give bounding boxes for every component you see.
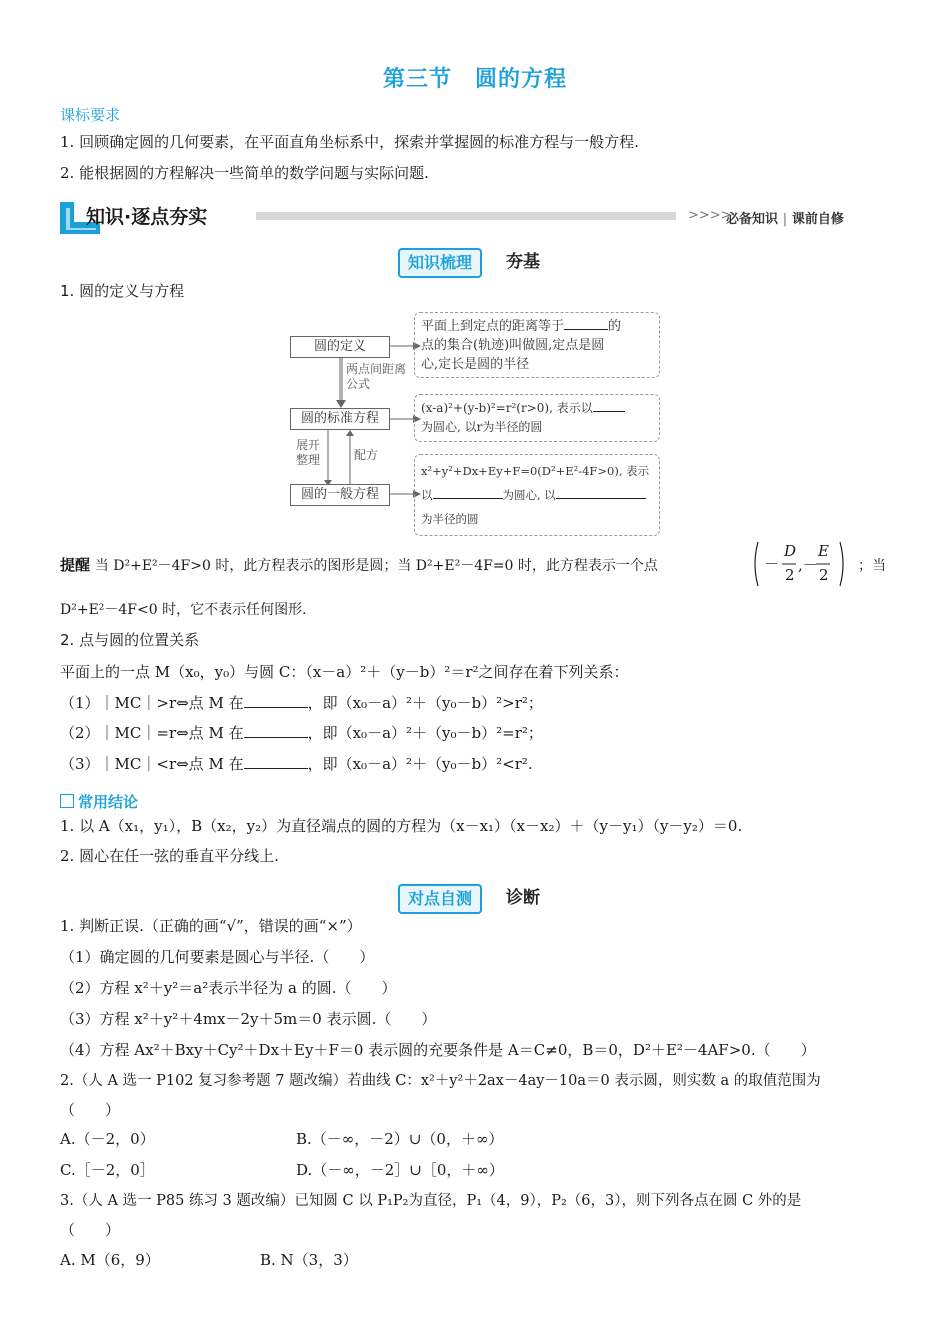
curriculum-item: 1. 回顾确定圆的几何要素，在平面直角坐标系中，探索并掌握圆的标准方程与一般方程. [60,133,639,151]
option-b: B. N（3，3） [260,1251,358,1269]
relation-text: （3）｜MC｜<r⇔点 M 在 [60,755,244,773]
question-1-item: （1）确定圆的几何要素是圆心与半径.（ ） [60,948,375,966]
definition-text: 心,定长是圆的半径 [421,357,530,372]
box-standard-equation: 圆的标准方程 [290,408,390,430]
question-1-item: （3）方程 x²＋y²＋4mx－2y＋5m＝0 表示圆.（ ） [60,1010,437,1028]
frac-numerator: D [784,542,797,560]
relation-item [60,754,533,774]
standard-text: 为圆心, 以r为半径的圆 [421,420,543,434]
relation-item [60,693,543,713]
question-3: 3.（人 A 选一 P85 练习 3 题改编）已知圆 C 以 P₁P₂为直径，P₁（4，9），P₂（6，3），则下列各点在圆 C 外的是 [60,1193,802,1209]
note-distance-formula: 两点间距离公式 [346,362,407,391]
tip-text: 当 D²+E²－4F>0 时，此方程表示的图形是圆；当 D²+E²－4F=0 时，此方程表示一个点 [94,558,658,574]
general-text: 为圆心, 以 [502,488,556,502]
frac-denominator: 2 [819,566,829,584]
question-1-item: （4）方程 Ax²＋Bxy＋Cy²＋Dx＋Ey＋F＝0 表示圆的充要条件是 A＝C≠0，B＝0，D²＋E²－4AF>0.（ ） [60,1041,816,1059]
frac-numerator: E [818,542,829,560]
section-pill-suffix: 诊断 [506,888,540,908]
definition-text: 的 [608,319,622,334]
section-title: 2. 点与圆的位置关系 [60,631,200,649]
section-pill-knowledge: 知识梳理 [398,248,482,278]
conclusions-heading: 常用结论 [78,793,139,811]
checkbox-icon [60,794,74,808]
arrows-icon: >>>> [688,208,732,223]
page-title: 第三节 圆的方程 [382,67,567,92]
section-pill-suffix: 夯基 [506,252,540,272]
general-text: 以 [421,488,433,502]
general-text-box [414,454,660,536]
tip-label: 提醒 [60,556,91,574]
option-d: D.（－∞，－2］∪［0，＋∞） [296,1161,504,1179]
relation-text: ，即（x₀－a）²＋（y₀－b）²=r²； [307,724,543,742]
tip-point-coordinates: － D 2 ,－ E 2 [752,540,852,588]
general-text: x²+y²+Dx+Ey+F=0(D²+E²-4F>0), 表示 [421,464,650,478]
section-banner: 知识·逐点夯实 >>>> 必备知识 | 课前自修 [60,200,860,236]
box-circle-definition: 圆的定义 [290,336,390,358]
relation-intro: 平面上的一点 M（x₀，y₀）与圆 C：（x－a）²＋（y－b）²＝r²之间存在着下列关系： [60,663,629,681]
option-a: A. M（6，9） [60,1251,160,1269]
definition-text: 平面上到定点的距离等于 [421,319,565,334]
option-c: C.［－2，0］ [60,1161,155,1179]
section-pill-selftest: 对点自测 [398,884,482,914]
relation-text: （2）｜MC｜=r⇔点 M 在 [60,724,244,742]
banner-label-preview: 课前自修 [791,212,844,227]
tip-text: ；当 [858,558,886,574]
tip-line-1 [60,555,658,576]
frac-denominator: 2 [785,566,795,584]
definition-text: 点的集合(轨迹)叫做圆,定点是圆 [421,338,605,353]
curriculum-item: 2. 能根据圆的方程解决一些简单的数学问题与实际问题. [60,164,429,182]
relation-text: ，即（x₀－a）²＋（y₀－b）²<r². [307,755,533,773]
general-text: 为半径的圆 [421,512,479,526]
conclusion-item: 1. 以 A（x₁，y₁），B（x₂，y₂）为直径端点的圆的方程为（x－x₁）（x－x₂）＋（y－y₁）（y－y₂）＝0. [60,817,743,835]
concept-diagram [280,310,670,540]
option-a: A.（－2，0） [60,1130,155,1148]
answer-paren: （ ） [60,1221,121,1239]
note-expand: 展开整理 [296,438,321,467]
tip-line-2: D²+E²－4F<0 时，它不表示任何图形. [60,602,307,618]
relation-text: （1）｜MC｜>r⇔点 M 在 [60,694,244,712]
definition-text-box [414,312,660,378]
question-2: 2.（人 A 选一 P102 复习参考题 7 题改编）若曲线 C：x²＋y²＋2ax－4ay－10a＝0 表示圆，则实数 a 的取值范围为 [60,1073,821,1089]
question-1-item: （2）方程 x²＋y²＝a²表示半径为 a 的圆.（ ） [60,979,397,997]
standard-text-box [414,394,660,442]
banner-title: 知识·逐点夯实 [86,206,208,228]
conclusion-item: 2. 圆心在任一弦的垂直平分线上. [60,847,279,865]
relation-text: ，即（x₀－a）²＋（y₀－b）²>r²； [307,694,543,712]
standard-text: (x-a)²+(y-b)²=r²(r>0), 表示以 [421,401,593,415]
question-1: 1. 判断正误.（正确的画“√”，错误的画“×”） [60,917,362,935]
conclusions-heading-row [60,791,138,812]
section-title: 1. 圆的定义与方程 [60,282,185,300]
box-general-equation: 圆的一般方程 [290,484,390,506]
relation-item [60,723,543,743]
curriculum-heading: 课标要求 [60,106,121,124]
option-b: B.（－∞，－2）∪（0，＋∞） [296,1130,504,1148]
answer-paren: （ ） [60,1101,121,1119]
note-complete-square: 配方 [354,448,379,462]
banner-label-knowledge: 必备知识 [726,212,779,227]
